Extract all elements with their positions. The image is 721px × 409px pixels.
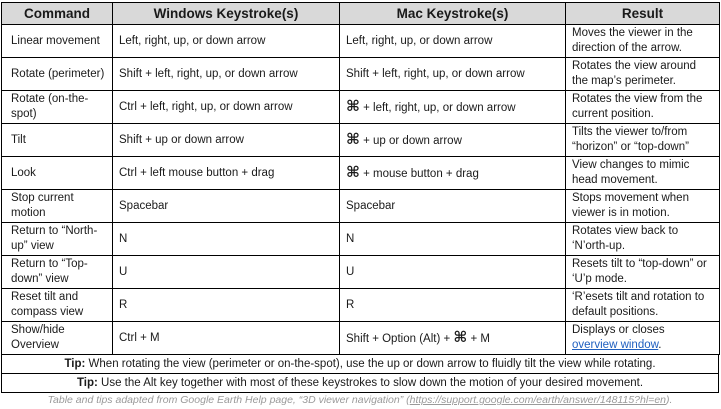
command-cell: Return to “North-up” view [2, 223, 113, 256]
result-cell: Stops movement when viewer is in motion. [566, 190, 720, 223]
result-cell: Tilts the viewer to/from “horizon” or “top-down” [566, 124, 720, 157]
result-cell: ‘R’esets tilt and rotation to default positions. [566, 289, 720, 322]
tip-rotating [1, 355, 719, 374]
caption-suffix: ). [666, 394, 673, 406]
tip-label: Tip: [64, 358, 86, 370]
mac-keystroke-cell [340, 157, 566, 190]
table-row [2, 91, 720, 124]
windows-keystroke-cell: Shift + up or down arrow [113, 124, 340, 157]
mac-keystroke-cell: R [340, 289, 566, 322]
header-windows-keystrokes: Windows Keystroke(s) [113, 3, 340, 25]
header-mac-keystrokes: Mac Keystroke(s) [340, 3, 566, 25]
tip-text: When rotating the view (perimeter or on-the-spot), use the up or down arrow to fluidly tilt the view while rotating. [85, 358, 656, 370]
table-row [2, 289, 720, 322]
mac-keystroke-cell: N [340, 223, 566, 256]
header-result: Result [566, 3, 720, 25]
table-row [2, 256, 720, 289]
overview-window-link[interactable]: overview window [572, 339, 659, 351]
table-row [2, 157, 720, 190]
command-key-icon: ⌘ [453, 328, 468, 346]
table-row [2, 223, 720, 256]
windows-keystroke-cell: R [113, 289, 340, 322]
table-row [2, 190, 720, 223]
mac-keystroke-cell: U [340, 256, 566, 289]
result-cell: Rotates the view from the current position. [566, 91, 720, 124]
tip-text: Use the Alt key together with most of these keystrokes to slow down the motion of your desired movement. [97, 377, 644, 389]
mac-keystroke-text: + left, right, up, or down arrow [359, 101, 516, 114]
keystroke-table [1, 2, 720, 355]
command-cell: Look [2, 157, 113, 190]
source-caption [1, 394, 719, 407]
command-cell: Linear movement [2, 25, 113, 58]
keystroke-reference [1, 2, 719, 407]
table-header-row [2, 3, 720, 25]
mac-keystroke-cell [340, 124, 566, 157]
mac-keystroke-cell: Shift + left, right, up, or down arrow [340, 58, 566, 91]
windows-keystroke-cell: Ctrl + left, right, up, or down arrow [113, 91, 340, 124]
source-url-link[interactable]: https://support.google.com/earth/answer/148115?hl=en [409, 394, 666, 406]
table-row [2, 25, 720, 58]
command-key-icon: ⌘ [346, 130, 360, 148]
result-cell: Resets tilt to “top-down” or ‘U’p mode. [566, 256, 720, 289]
header-command: Command [2, 3, 113, 25]
command-cell: Reset tilt and compass view [2, 289, 113, 322]
command-cell: Return to “Top-down” view [2, 256, 113, 289]
result-cell: Rotates view back to ‘N’orth-up. [566, 223, 720, 256]
windows-keystroke-cell: U [113, 256, 340, 289]
windows-keystroke-cell: Shift + left, right, up, or down arrow [113, 58, 340, 91]
result-cell [566, 322, 720, 355]
result-text: Displays or closes [572, 324, 665, 336]
table-row [2, 322, 720, 355]
result-cell: Rotates the view around the map’s perimeter. [566, 58, 720, 91]
tip-label: Tip: [76, 377, 98, 389]
command-cell: Rotate (perimeter) [2, 58, 113, 91]
command-key-icon: ⌘ [346, 97, 360, 115]
mac-keystroke-cell [340, 91, 566, 124]
mac-keystroke-prefix: Shift + Option (Alt) + [346, 332, 454, 345]
command-cell: Show/hide Overview [2, 322, 113, 355]
windows-keystroke-cell: Spacebar [113, 190, 340, 223]
mac-keystroke-text: + up or down arrow [359, 134, 462, 147]
command-cell: Stop current motion [2, 190, 113, 223]
command-cell: Rotate (on-the-spot) [2, 91, 113, 124]
windows-keystroke-cell: N [113, 223, 340, 256]
mac-keystroke-cell: Left, right, up, or down arrow [340, 25, 566, 58]
mac-keystroke-text: + M [467, 332, 490, 345]
result-cell: View changes to mimic head movement. [566, 157, 720, 190]
windows-keystroke-cell: Left, right, up, or down arrow [113, 25, 340, 58]
mac-keystroke-text: + mouse button + drag [359, 167, 479, 180]
table-row [2, 124, 720, 157]
command-key-icon: ⌘ [346, 163, 360, 181]
table-row [2, 58, 720, 91]
caption-prefix: Table and tips adapted from Google Earth Help page, “3D viewer navigation” ( [47, 394, 410, 406]
mac-keystroke-cell: Spacebar [340, 190, 566, 223]
tip-alt-key [1, 374, 719, 393]
result-cell: Moves the viewer in the direction of the arrow. [566, 25, 720, 58]
windows-keystroke-cell: Ctrl + M [113, 322, 340, 355]
command-cell: Tilt [2, 124, 113, 157]
result-text-end: . [658, 339, 662, 351]
mac-keystroke-cell [340, 322, 566, 355]
windows-keystroke-cell: Ctrl + left mouse button + drag [113, 157, 340, 190]
